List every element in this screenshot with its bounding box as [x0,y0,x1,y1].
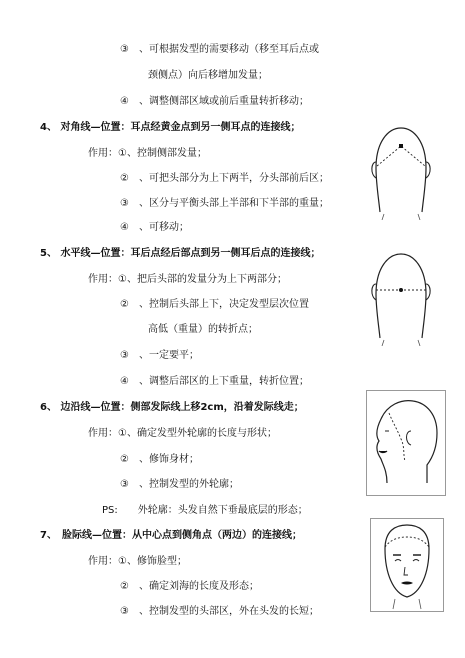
section-heading: 6、 边沿线—位置：侧部发际线上移2cm，沿着发际线走； [40,402,304,413]
text-line: 作用：①、控制侧部发量； [88,148,207,159]
text-line: ④ 、调整侧部区域或前后重量转折移动； [120,96,309,107]
section-heading: 5、 水平线—位置：耳后点经后部点到另一侧耳后点的连接线； [40,248,321,259]
face-hairline-illustration [370,518,444,612]
text-line: ② 、确定刘海的长度及形态； [120,581,259,592]
hairline-profile-illustration [366,390,446,496]
text-line: ③ 、可根据发型的需要移动（移至耳后点或 [120,44,319,55]
diagonal-line-head-illustration [366,122,436,220]
text-line: ③ 、区分与平衡头部上半部和下半部的重量； [120,198,329,209]
text-line: 颈侧点）向后移增加发量； [148,70,268,81]
text-line: ② 、可把头部分为上下两半，分头部前后区； [120,173,329,184]
text-line: 作用：①、修饰脸型； [88,556,187,567]
text-line: ④ 、调整后部区的上下重量，转折位置； [120,376,309,387]
section-heading: 7、 脸际线—位置：从中心点到侧角点（两边）的连接线； [40,530,302,541]
text-line: 作用：①、确定发型外轮廓的长度与形状； [88,428,277,439]
text-line: ③ 、一定要平； [120,350,199,361]
text-line: 作用：①、把后头部的发量分为上下两部分； [88,274,287,285]
text-line: ③ 、控制发型的外轮廓； [120,479,239,490]
text-line: ④ 、可移动； [120,222,189,233]
text-line: ② 、控制后头部上下，决定发型层次位置 [120,299,309,310]
text-line: ③ 、控制发型的头部区，外在头发的长短； [120,606,319,617]
text-line: ② 、修饰身材； [120,454,199,465]
text-line: 高低（重量）的转折点； [148,324,258,335]
section-heading: 4、 对角线—位置：耳点经黄金点到另一侧耳点的连接线； [40,122,301,133]
horizontal-line-head-illustration [366,248,436,346]
ps-note: PS: 外轮廓：头发自然下垂最底层的形态； [102,505,308,516]
